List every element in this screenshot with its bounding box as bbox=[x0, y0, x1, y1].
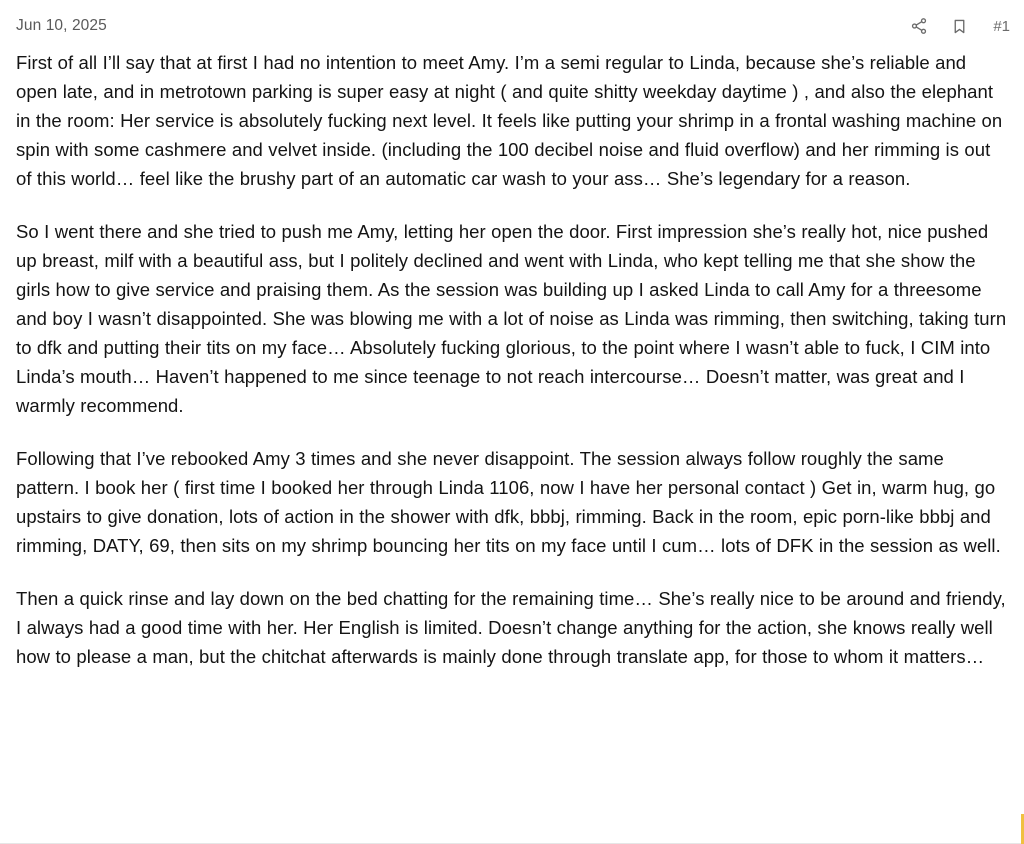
post-paragraph: First of all I’ll say that at first I had no intention to meet Amy. I’m a semi regular to Linda, because she’s reliable and open late, and in metrotown parking is super easy at night ( and quite shitty weekday daytime ) , and also the elephant in the room: Her service is absolutely fucking next level. It feels like putting your shrimp in a frontal washing machine on spin with some cashmere and velvet inside. (including the 100 decibel noise and fluid overflow) and her rimming is out of this world… feel like the brushy part of an automatic car wash to your ass… She’s legendary for a reason. bbox=[16, 52, 1003, 189]
post-number[interactable]: #1 bbox=[993, 17, 1010, 35]
post-header bbox=[0, 0, 1024, 48]
bookmark-icon[interactable] bbox=[948, 15, 970, 37]
post-header-actions bbox=[908, 15, 1010, 37]
post-paragraph: Following that I’ve rebooked Amy 3 times and she never disappoint. The session always follow roughly the same pattern. I book her ( first time I booked her through Linda 1106, now I have her personal contact ) Get in, warm hug, go upstairs to give donation, lots of action in the shower with dfk, bbbj, rimming. Back in the room, epic porn-like bbbj and rimming, DATY, 69, then sits on my shrimp bouncing her tits on my face until I cum… lots of DFK in the session as well. bbox=[16, 448, 1001, 556]
post-body bbox=[0, 48, 1024, 843]
post-paragraph: So I went there and she tried to push me Amy, letting her open the door. First impression she’s really hot, nice pushed up breast, milf with a beautiful ass, but I politely declined and went with Linda, who kept telling me that she show the girls how to give service and praising them. As the session was building up I asked Linda to call Amy for a threesome and boy I wasn’t disappointed. She was blowing me with a lot of noise as Linda was rimming, then switching, taking turn to dfk and putting their tits on my face… Absolutely fucking glorious, to the point where I wasn’t able to fuck, I CIM into Linda’s mouth… Haven’t happened to me since teenage to not reach intercourse… Doesn’t matter, was great and I warmly recommend. bbox=[16, 221, 1007, 416]
post-date: Jun 10, 2025 bbox=[16, 17, 107, 34]
post-paragraph: Then a quick rinse and lay down on the bed chatting for the remaining time… She’s really nice to be around and friendy, I always had a good time with her. Her English is limited. Doesn’t change anything for the action, she knows really well how to please a man, but the chitchat afterwards is mainly done through translate app, for those to whom it matters… bbox=[16, 588, 1006, 667]
share-icon[interactable] bbox=[908, 15, 930, 37]
